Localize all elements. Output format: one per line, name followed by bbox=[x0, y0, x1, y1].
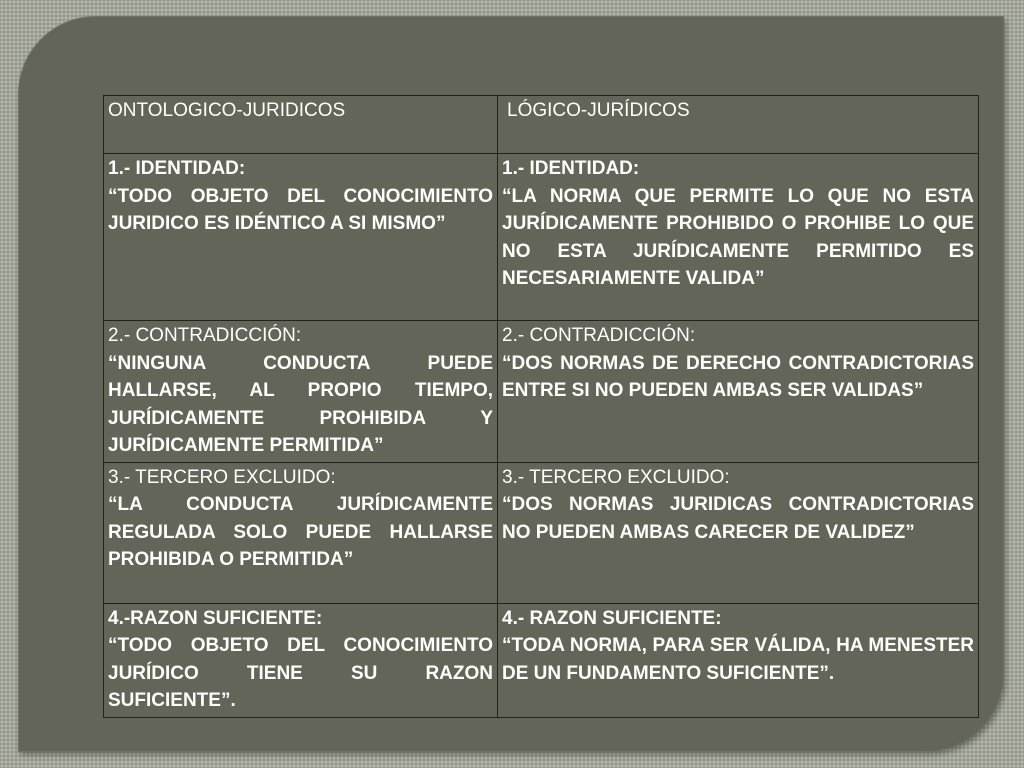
slide-panel bbox=[18, 16, 1004, 752]
table-header-row bbox=[104, 96, 979, 154]
cell-title: 3.- TERCERO EXCLUIDO: bbox=[108, 466, 336, 488]
cell-body: “LA CONDUCTA JURÍDICAMENTE REGULADA SOLO PUEDE HALLARSE PROHIBIDA O PERMITIDA” bbox=[108, 494, 493, 570]
cell-title: 4.- RAZON SUFICIENTE: bbox=[502, 607, 722, 629]
header-logico-juridicos: LÓGICO-JURÍDICOS bbox=[498, 96, 979, 154]
cell-contradiccion-logico bbox=[498, 321, 979, 463]
cell-body: “DOS NORMAS JURIDICAS CONTRADICTORIAS NO PUEDEN AMBAS CARECER DE VALIDEZ” bbox=[502, 494, 974, 543]
table-row bbox=[104, 462, 979, 603]
cell-title: 2.- CONTRADICCIÓN: bbox=[108, 325, 302, 346]
cell-identidad-logico bbox=[498, 154, 979, 321]
cell-body: “LA NORMA QUE PERMITE LO QUE NO ESTA JURÍDICAMENTE PROHIBIDO O PROHIBE LO QUE NO ESTA JURÍDICAMENTE PERMITIDO ES NECESARIAMENTE VALIDA” bbox=[502, 185, 974, 289]
cell-body: “TODA NORMA, PARA SER VÁLIDA, HA MENESTER DE UN FUNDAMENTO SUFICIENTE”. bbox=[502, 635, 974, 684]
table-row bbox=[104, 154, 979, 321]
cell-contradiccion-ontologico bbox=[104, 321, 498, 463]
principles-table bbox=[103, 95, 979, 718]
table-row bbox=[104, 603, 979, 717]
cell-body: “TODO OBJETO DEL CONOCIMIENTO JURÍDICO TIENE SU RAZON SUFICIENTE”. bbox=[108, 635, 493, 711]
cell-title: 3.- TERCERO EXCLUIDO: bbox=[502, 466, 730, 488]
header-ontologico-juridicos: ONTOLOGICO-JURIDICOS bbox=[104, 96, 498, 154]
table-row bbox=[104, 321, 979, 463]
cell-body: “NINGUNA CONDUCTA PUEDE HALLARSE, AL PROPIO TIEMPO, JURÍDICAMENTE PROHIBIDA Y JURÍDICAMENTE PERMITIDA” bbox=[108, 352, 493, 456]
cell-title: 2.- CONTRADICCIÓN: bbox=[502, 325, 696, 346]
cell-razon-suficiente-ontologico bbox=[104, 603, 498, 717]
cell-tercero-excluido-ontologico bbox=[104, 462, 498, 603]
cell-tercero-excluido-logico bbox=[498, 462, 979, 603]
cell-body: “DOS NORMAS DE DERECHO CONTRADICTORIAS ENTRE SI NO PUEDEN AMBAS SER VALIDAS” bbox=[502, 352, 974, 401]
cell-body: “TODO OBJETO DEL CONOCIMIENTO JURIDICO ES IDÉNTICO A SI MISMO” bbox=[108, 185, 493, 234]
cell-title: 4.-RAZON SUFICIENTE: bbox=[108, 607, 323, 629]
cell-title: 1.- IDENTIDAD: bbox=[502, 158, 640, 179]
cell-razon-suficiente-logico bbox=[498, 603, 979, 717]
cell-identidad-ontologico bbox=[104, 154, 498, 321]
cell-title: 1.- IDENTIDAD: bbox=[108, 158, 246, 179]
